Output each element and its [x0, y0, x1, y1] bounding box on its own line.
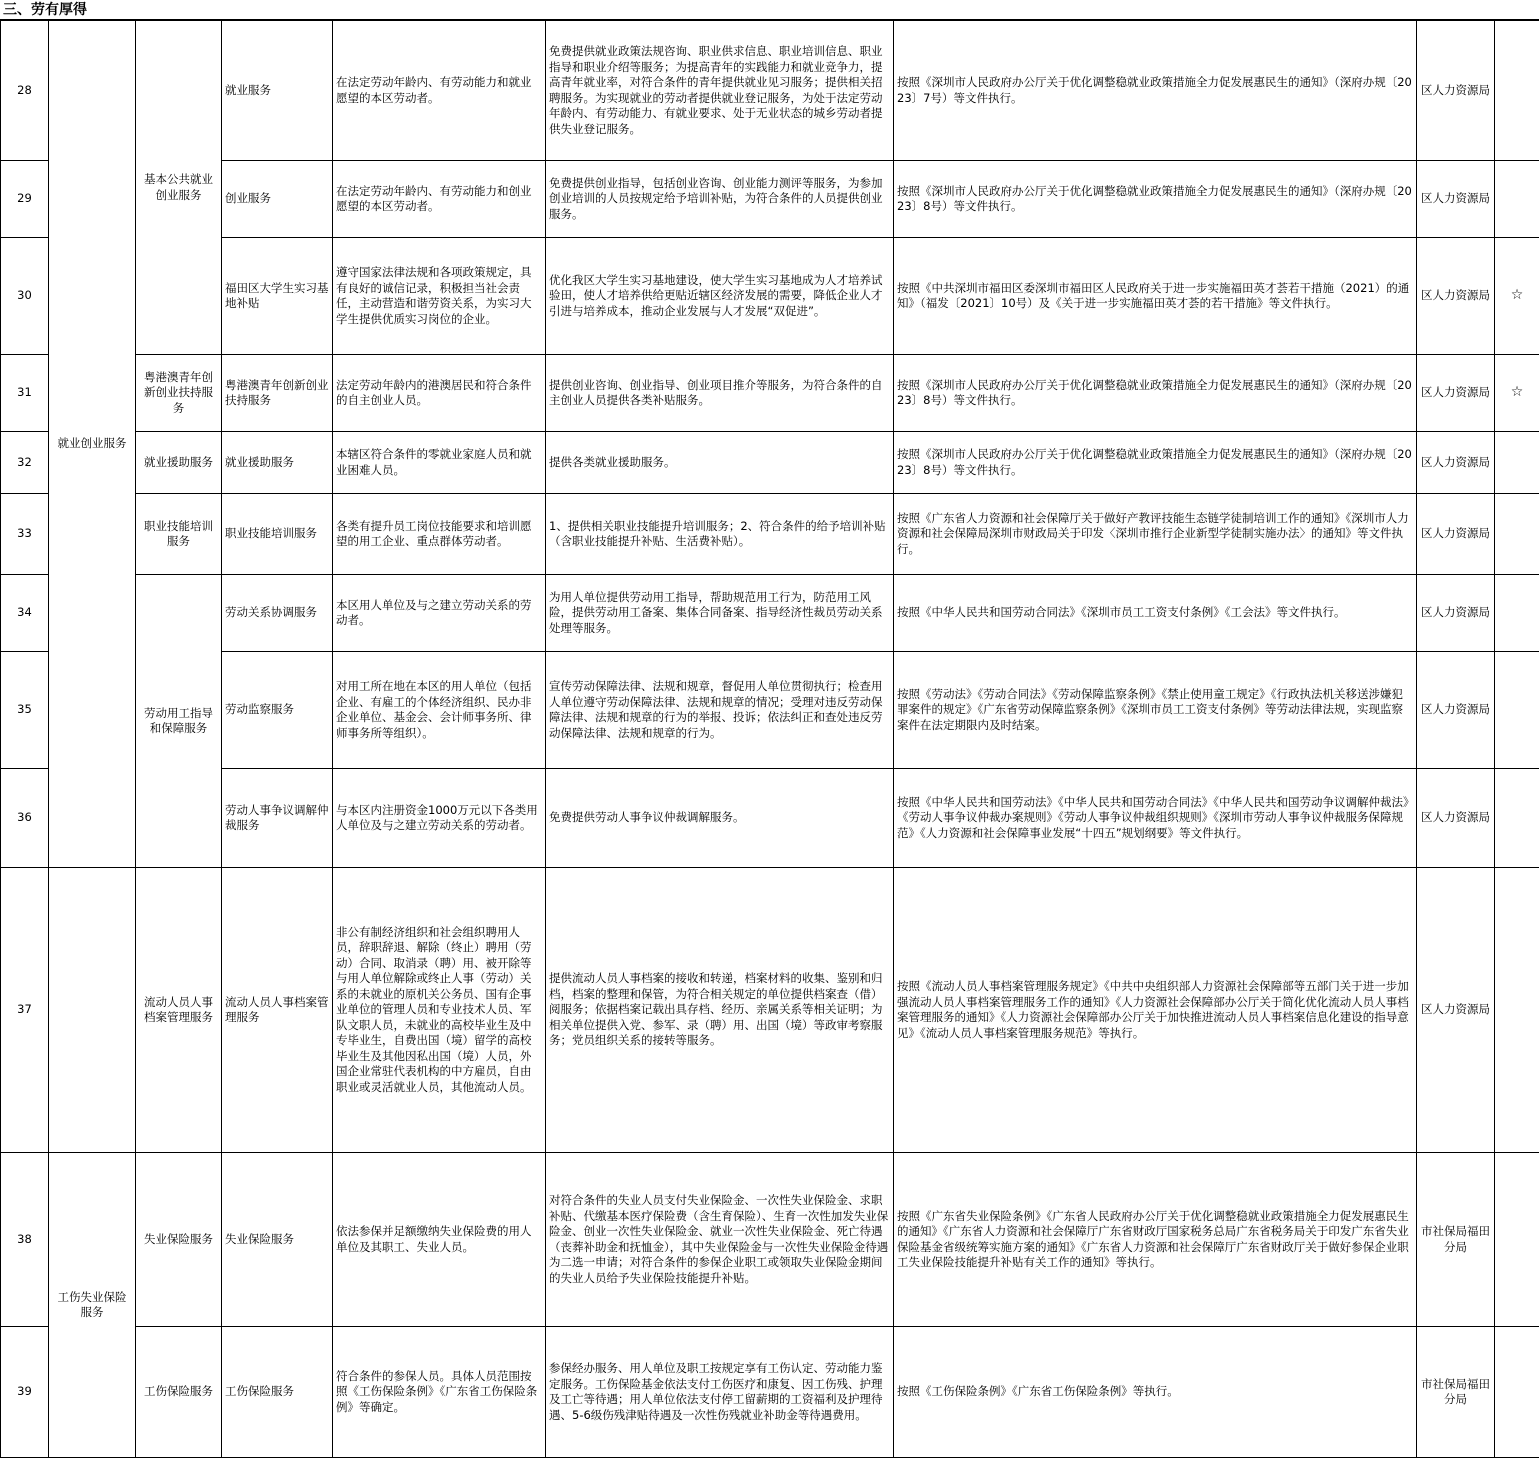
row-number: 37 [1, 868, 49, 1153]
row-number: 36 [1, 769, 49, 868]
service-target: 与本区内注册资金1000万元以下各类用人单位及与之建立劳动关系的劳动者。 [333, 769, 546, 868]
star-mark [1495, 161, 1539, 238]
row-number: 38 [1, 1153, 49, 1327]
service-item: 职业技能培训服务 [222, 494, 333, 575]
row-number: 28 [1, 21, 49, 161]
row-number: 31 [1, 355, 49, 432]
table-row [1, 1327, 1539, 1458]
star-mark [1495, 868, 1539, 1153]
service-content: 参保经办服务、用人单位及职工按规定享有工伤认定、劳动能力鉴定服务。工伤保险基金依法支付工伤医疗和康复、因工伤残、护理及工亡等待遇；用人单位依法支付停工留薪期的工资福利及护理待遇、5-6级伤残津贴待遇及一次性伤残就业补助金等待遇费用。 [546, 1327, 894, 1458]
star-mark [1495, 494, 1539, 575]
star-mark [1495, 21, 1539, 161]
service-standard: 按照《深圳市人民政府办公厅关于优化调整稳就业政策措施全力促发展惠民生的通知》（深府办规〔2023〕8号）等文件执行。 [894, 355, 1417, 432]
subcategory-cell: 职业技能培训服务 [136, 494, 222, 575]
responsible-dept: 区人力资源局 [1417, 494, 1495, 575]
service-target: 对用工所在地在本区的用人单位（包括企业、有雇工的个体经济组织、民办非企业单位、基金会、会计师事务所、律师事务所等组织）。 [333, 652, 546, 769]
row-number: 39 [1, 1327, 49, 1458]
service-target: 依法参保并足额缴纳失业保险费的用人单位及其职工、失业人员。 [333, 1153, 546, 1327]
service-standard: 按照《工伤保险条例》《广东省工伤保险条例》等执行。 [894, 1327, 1417, 1458]
star-mark [1495, 652, 1539, 769]
service-target: 各类有提升员工岗位技能要求和培训愿望的用工企业、重点群体劳动者。 [333, 494, 546, 575]
star-mark: ☆ [1495, 238, 1539, 355]
responsible-dept: 区人力资源局 [1417, 868, 1495, 1153]
table-row [1, 238, 1539, 355]
service-item: 工伤保险服务 [222, 1327, 333, 1458]
table-row [1, 868, 1539, 1153]
service-target: 遵守国家法律法规和各项政策规定，具有良好的诚信记录，积极担当社会责任，主动营造和谐劳资关系，为实习大学生提供优质实习岗位的企业。 [333, 238, 546, 355]
category-cell: 工伤失业保险服务 [49, 1153, 136, 1458]
responsible-dept: 区人力资源局 [1417, 769, 1495, 868]
table-row [1, 652, 1539, 769]
table-row [1, 494, 1539, 575]
star-mark [1495, 575, 1539, 652]
row-number: 29 [1, 161, 49, 238]
service-item: 劳动人事争议调解仲裁服务 [222, 769, 333, 868]
service-content: 优化我区大学生实习基地建设，使大学生实习基地成为人才培养试验田，使人才培养供给更贴近辖区经济发展的需要，降低企业人才引进与培养成本，推动企业发展与人才发展“双促进”。 [546, 238, 894, 355]
service-item: 创业服务 [222, 161, 333, 238]
row-number: 35 [1, 652, 49, 769]
service-target: 本区用人单位及与之建立劳动关系的劳动者。 [333, 575, 546, 652]
service-content: 免费提供劳动人事争议仲裁调解服务。 [546, 769, 894, 868]
star-mark [1495, 432, 1539, 494]
responsible-dept: 区人力资源局 [1417, 575, 1495, 652]
service-content: 宣传劳动保障法律、法规和规章，督促用人单位贯彻执行；检查用人单位遵守劳动保障法律、法规和规章的情况；受理对违反劳动保障法律、法规和规章的行为的举报、投诉；依法纠正和查处违反劳动保障法律、法规和规章的行为。 [546, 652, 894, 769]
service-standard: 按照《中华人民共和国劳动合同法》《深圳市员工工资支付条例》《工会法》等文件执行。 [894, 575, 1417, 652]
category-cell: 就业创业服务 [49, 21, 136, 868]
service-target: 符合条件的参保人员。具体人员范围按照《工伤保险条例》《广东省工伤保险条例》等确定。 [333, 1327, 546, 1458]
row-number: 34 [1, 575, 49, 652]
star-mark [1495, 1153, 1539, 1327]
service-standard: 按照《劳动法》《劳动合同法》《劳动保障监察条例》《禁止使用童工规定》《行政执法机关移送涉嫌犯罪案件的规定》《广东省劳动保障监察条例》《深圳市员工工资支付条例》等劳动法律法规，实现监察案件在法定期限内及时结案。 [894, 652, 1417, 769]
table-row [1, 1153, 1539, 1327]
service-content: 对符合条件的失业人员支付失业保险金、一次性失业保险金、求职补贴、代缴基本医疗保险费（含生育保险）、生育一次性加发失业保险金、创业一次性失业保险金、就业一次性失业保险金、死亡待遇（丧葬补助金和抚恤金），其中失业保险金与一次性失业保险金待遇为二选一申请；对符合条件的参保企业职工或领取失业保险金期间的失业人员给予失业保险技能提升补贴。 [546, 1153, 894, 1327]
subcategory-cell: 粤港澳青年创新创业扶持服务 [136, 355, 222, 432]
service-item: 失业保险服务 [222, 1153, 333, 1327]
responsible-dept: 市社保局福田分局 [1417, 1327, 1495, 1458]
table-row [1, 432, 1539, 494]
responsible-dept: 区人力资源局 [1417, 652, 1495, 769]
service-target: 在法定劳动年龄内、有劳动能力和就业愿望的本区劳动者。 [333, 21, 546, 161]
service-standard: 按照《中共深圳市福田区委深圳市福田区人民政府关于进一步实施福田英才荟若干措施（2021）的通知》（福发〔2021〕10号）及《关于进一步实施福田英才荟的若干措施》等文件执行。 [894, 238, 1417, 355]
service-content: 提供流动人员人事档案的接收和转递，档案材料的收集、鉴别和归档，档案的整理和保管，为符合相关规定的单位提供档案查（借）阅服务；依据档案记载出具存档、经历、亲属关系等相关证明；为相关单位提供入党、参军、录（聘）用、出国（境）等政审考察服务；党员组织关系的接转等服务。 [546, 868, 894, 1153]
service-target: 非公有制经济组织和社会组织聘用人员，辞职辞退、解除（终止）聘用（劳动）合同、取消录（聘）用、被开除等与用人单位解除或终止人事（劳动）关系的未就业的原机关公务员、国有企事业单位的管理人员和专业技术人员、军队文职人员，未就业的高校毕业生及中专毕业生，自费出国（境）留学的高校毕业生及其他因私出国（境）人员，外国企业常驻代表机构的中方雇员，自由职业或灵活就业人员，其他流动人员。 [333, 868, 546, 1153]
service-standard: 按照《广东省失业保险条例》《广东省人民政府办公厅关于优化调整稳就业政策措施全力促发展惠民生的通知》《广东省人力资源和社会保障厅广东省财政厅国家税务总局广东省税务局关于印发广东省失业保险基金省级统筹实施方案的通知》《广东省人力资源和社会保障厅广东省财政厅关于做好参保企业职工失业保险技能提升补贴有关工作的通知》等执行。 [894, 1153, 1417, 1327]
service-item: 劳动关系协调服务 [222, 575, 333, 652]
table-row [1, 161, 1539, 238]
responsible-dept: 区人力资源局 [1417, 355, 1495, 432]
subcategory-cell: 失业保险服务 [136, 1153, 222, 1327]
star-mark [1495, 769, 1539, 868]
service-table [0, 20, 1539, 1458]
service-content: 提供创业咨询、创业指导、创业项目推介等服务，为符合条件的自主创业人员提供各类补贴服务。 [546, 355, 894, 432]
service-content: 1、提供相关职业技能提升培训服务；2、符合条件的给予培训补贴（含职业技能提升补贴、生活费补贴）。 [546, 494, 894, 575]
subcategory-cell: 劳动用工指导和保障服务 [136, 575, 222, 868]
row-number: 30 [1, 238, 49, 355]
table-row [1, 355, 1539, 432]
row-number: 32 [1, 432, 49, 494]
row-number: 33 [1, 494, 49, 575]
service-content: 提供各类就业援助服务。 [546, 432, 894, 494]
service-item: 粤港澳青年创新创业扶持服务 [222, 355, 333, 432]
service-item: 劳动监察服务 [222, 652, 333, 769]
service-standard: 按照《广东省人力资源和社会保障厅关于做好产教评技能生态链学徒制培训工作的通知》《深圳市人力资源和社会保障局深圳市财政局关于印发〈深圳市推行企业新型学徒制实施办法〉的通知》等文件执行。 [894, 494, 1417, 575]
service-item: 福田区大学生实习基地补贴 [222, 238, 333, 355]
subcategory-cell: 基本公共就业创业服务 [136, 21, 222, 355]
star-mark [1495, 1327, 1539, 1458]
service-standard: 按照《中华人民共和国劳动法》《中华人民共和国劳动合同法》《中华人民共和国劳动争议调解仲裁法》《劳动人事争议仲裁办案规则》《劳动人事争议仲裁组织规则》《深圳市劳动人事争议仲裁服务保障规范》《人力资源和社会保障事业发展“十四五”规划纲要》等文件执行。 [894, 769, 1417, 868]
service-target: 在法定劳动年龄内、有劳动能力和创业愿望的本区劳动者。 [333, 161, 546, 238]
service-item: 流动人员人事档案管理服务 [222, 868, 333, 1153]
service-content: 免费提供就业政策法规咨询、职业供求信息、职业培训信息、职业指导和职业介绍等服务；为提高青年的实践能力和就业竞争力，提高青年就业率，对符合条件的青年提供就业见习服务；提供相关招聘服务。为实现就业的劳动者提供就业登记服务，为处于法定劳动年龄内、有劳动能力、有就业要求、处于无业状态的城乡劳动者提供失业登记服务。 [546, 21, 894, 161]
service-item: 就业援助服务 [222, 432, 333, 494]
subcategory-cell: 工伤保险服务 [136, 1327, 222, 1458]
category-cell-empty [49, 868, 136, 1153]
service-standard: 按照《深圳市人民政府办公厅关于优化调整稳就业政策措施全力促发展惠民生的通知》（深府办规〔2023〕7号）等文件执行。 [894, 21, 1417, 161]
service-target: 法定劳动年龄内的港澳居民和符合条件的自主创业人员。 [333, 355, 546, 432]
subcategory-cell: 流动人员人事档案管理服务 [136, 868, 222, 1153]
table-row [1, 21, 1539, 161]
service-standard: 按照《深圳市人民政府办公厅关于优化调整稳就业政策措施全力促发展惠民生的通知》（深府办规〔2023〕8号）等文件执行。 [894, 161, 1417, 238]
subcategory-cell: 就业援助服务 [136, 432, 222, 494]
responsible-dept: 区人力资源局 [1417, 432, 1495, 494]
table-row [1, 575, 1539, 652]
service-target: 本辖区符合条件的零就业家庭人员和就业困难人员。 [333, 432, 546, 494]
responsible-dept: 区人力资源局 [1417, 238, 1495, 355]
service-content: 免费提供创业指导，包括创业咨询、创业能力测评等服务，为参加创业培训的人员按规定给予培训补贴，为符合条件的人员提供创业服务。 [546, 161, 894, 238]
table-row [1, 769, 1539, 868]
responsible-dept: 市社保局福田分局 [1417, 1153, 1495, 1327]
responsible-dept: 区人力资源局 [1417, 161, 1495, 238]
service-content: 为用人单位提供劳动用工指导，帮助规范用工行为，防范用工风险，提供劳动用工备案、集体合同备案、指导经济性裁员劳动关系处理等服务。 [546, 575, 894, 652]
service-item: 就业服务 [222, 21, 333, 161]
section-title: 三、劳有厚得 [0, 0, 1539, 20]
star-mark: ☆ [1495, 355, 1539, 432]
service-standard: 按照《深圳市人民政府办公厅关于优化调整稳就业政策措施全力促发展惠民生的通知》（深府办规〔2023〕8号）等文件执行。 [894, 432, 1417, 494]
responsible-dept: 区人力资源局 [1417, 21, 1495, 161]
service-standard: 按照《流动人员人事档案管理服务规定》《中共中央组织部人力资源社会保障部等五部门关于进一步加强流动人员人事档案管理服务工作的通知》《人力资源社会保障部办公厅关于简化优化流动人员人事档案管理服务的通知》《人力资源社会保障部办公厅关于加快推进流动人员人事档案信息化建设的指导意见》《流动人员人事档案管理服务规范》等执行。 [894, 868, 1417, 1153]
